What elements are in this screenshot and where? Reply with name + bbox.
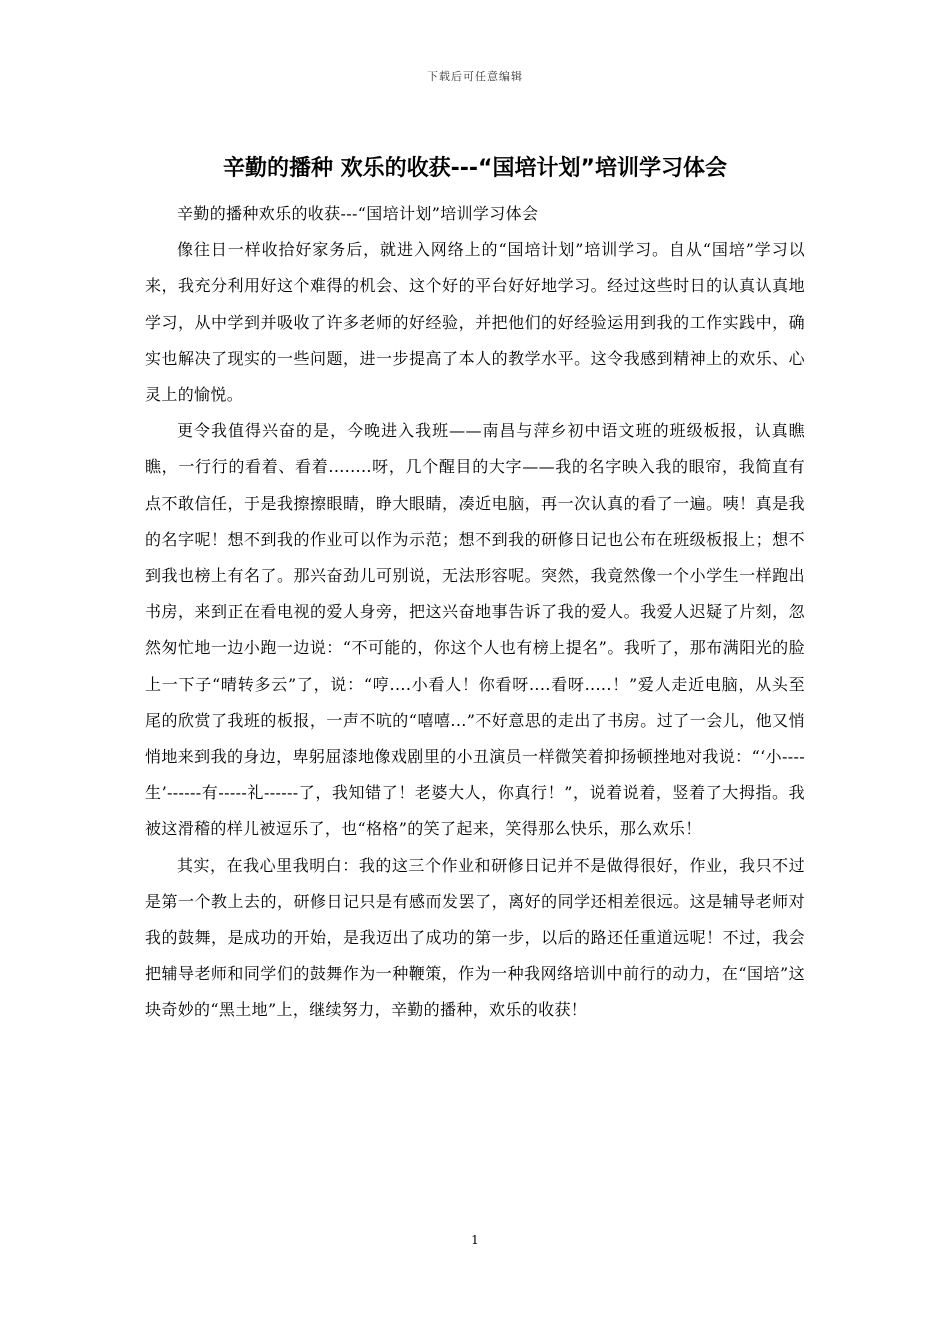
body-paragraph-1: 像往日一样收拾好家务后，就进入网络上的“国培计划”培训学习。自从“国培”学习以来，我充分利用好这个难得的机会、这个好的平台好好地学习。经过这些时日的认真认真地学习，从中学到并吸收了许多老师的好经验，并把他们的好经验运用到我的工作实践中，确实也解决了现实的一些问题，进一步提高了本人的教学水平。这令我感到精神上的欢乐、心灵上的愉悦。 bbox=[145, 240, 805, 405]
page-number: 1 bbox=[471, 1233, 479, 1247]
body-paragraph-2: 更令我值得兴奋的是，今晚进入我班——南昌与萍乡初中语文班的班级板报，认真瞧瞧，一行行的看着、看着........呀，几个醒目的大字——我的名字映入我的眼帘，我简直有点不敢信任，于是我擦擦眼睛，睁大眼睛，凑近电脑，再一次认真的看了一遍。咦！真是我的名字呢！想不到我的作业可以作为示范；想不到我的研修日记也公布在班级板报上；想不到我也榜上有名了。那兴奋劲儿可别说，无法形容呢。突然，我竟然像一个小学生一样跑出书房，来到正在看电视的爱人身旁，把这兴奋地事告诉了我的爱人。我爱人迟疑了片刻，忽然匆忙地一边小跑一边说：“不可能的，你这个人也有榜上提名”。我听了，那布满阳光的脸上一下子“晴转多云”了，说：“哼....小看人！你看呀....看呀.....！”爱人走近电脑，从头至尾的欣赏了我班的板报，一声不吭的“嘻嘻...”不好意思的走出了书房。过了一会儿，他又悄悄地来到我的身边，卑躬屈漆地像戏剧里的小丑演员一样微笑着抑扬顿挫地对我说：“‘小----生’------有-----礼------了，我知错了！老婆大人，你真行！”，说着说着，竖着了大拇指。我被这滑稽的样儿被逗乐了，也“格格”的笑了起来，笑得那么快乐，那么欢乐！ bbox=[145, 421, 805, 839]
page-header: 下载后可任意编辑 bbox=[427, 70, 523, 83]
document-title: 辛勤的播种 欢乐的收获---“国培计划”培训学习体会 bbox=[223, 156, 727, 181]
body-paragraph-3: 其实，在我心里我明白：我的这三个作业和研修日记并不是做得很好，作业，我只不过是第一个教上去的，研修日记只是有感而发罢了，离好的同学还相差很远。这是辅导老师对我的鼓舞，是成功的开始，是我迈出了成功的第一步，以后的路还任重道远呢！不过，我会把辅导老师和同学们的鼓舞作为一种鞭策，作为一种我网络培训中前行的动力，在“国培”这块奇妙的“黑土地”上，继续努力，辛勤的播种，欢乐的收获！ bbox=[145, 855, 805, 1020]
document-body bbox=[145, 196, 805, 1029]
subtitle-paragraph: 辛勤的播种欢乐的收获---“国培计划”培训学习体会 bbox=[177, 204, 539, 223]
